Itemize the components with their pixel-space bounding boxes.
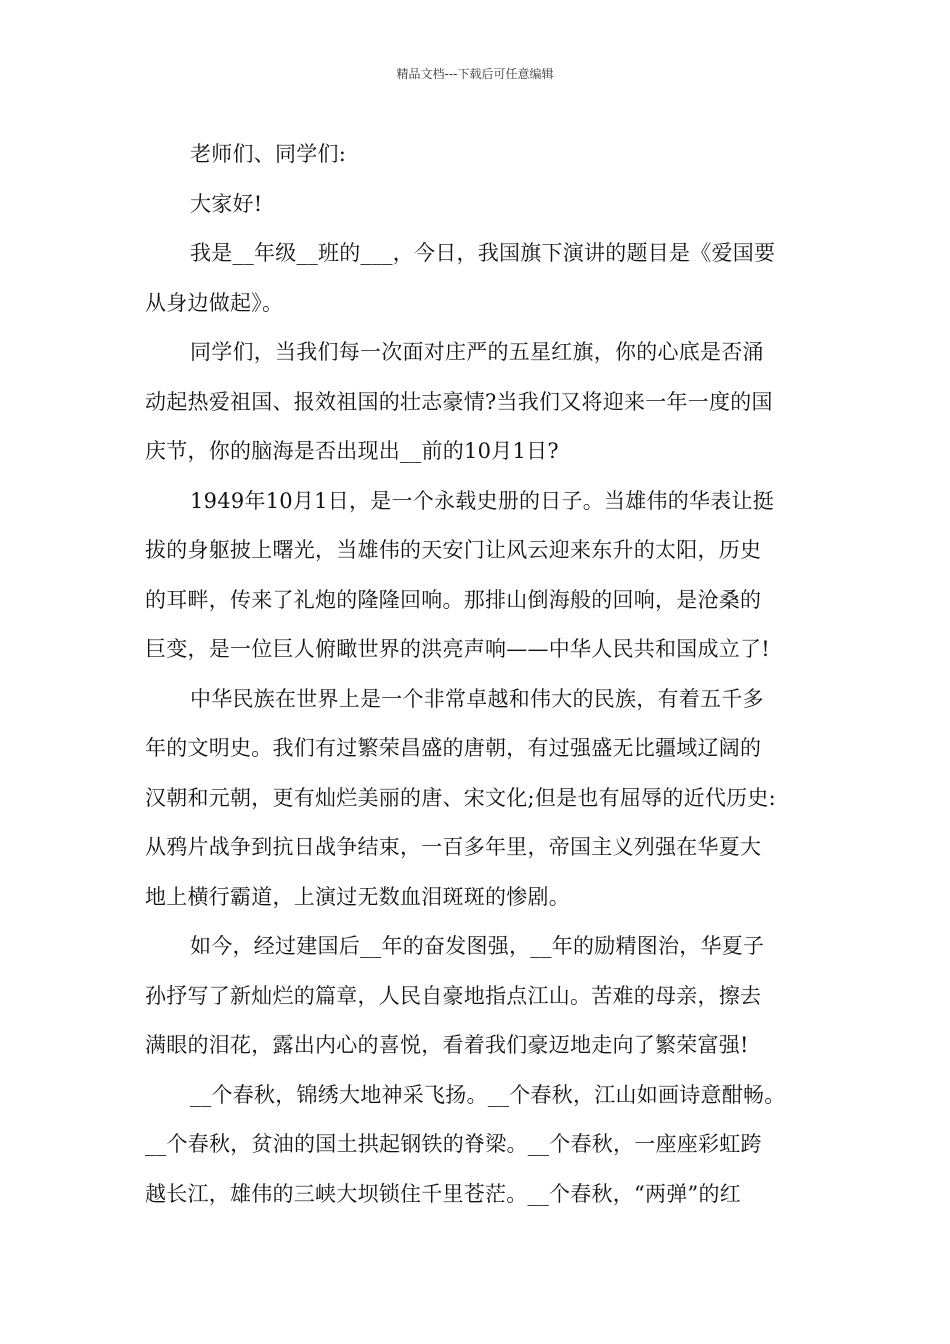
text-line: 孙抒写了新灿烂的篇章，人民自豪地指点江山。苦难的母亲，擦去 <box>145 983 762 1008</box>
text-line: __个春秋，贫油的国土拱起钢铁的脊梁。__个春秋，一座座彩虹跨 <box>145 1132 762 1156</box>
text-line: 1949年10月1日，是一个永载史册的日子。当雄伟的华表让挺 <box>190 488 775 513</box>
text-line: 年的文明史。我们有过繁荣昌盛的唐朝，有过强盛无比疆域辽阔的 <box>145 736 762 760</box>
text-line: 同学们，当我们每一次面对庄严的五星红旗，你的心底是否涌 <box>190 340 764 364</box>
text-line: 老师们、同学们: <box>190 142 347 166</box>
text-line: 汉朝和元朝，更有灿烂美丽的唐、宋文化;但是也有屈辱的近代历史: <box>145 785 776 810</box>
text-line: __个春秋，锦绣大地神采飞扬。__个春秋，江山如画诗意酣畅。 <box>190 1082 786 1107</box>
text-line: 如今，经过建国后__年的奋发图强，__年的励精图治，华夏子 <box>190 934 765 958</box>
page-header: 精品文档---下载后可任意编辑 <box>396 67 554 81</box>
text-line: 庆节，你的脑海是否出现出__前的10月1日? <box>145 439 559 463</box>
text-line: 我是__年级__班的___，今日，我国旗下演讲的题目是《爱国要 <box>190 241 776 265</box>
text-line: 巨变，是一位巨人俯瞰世界的洪亮声响——中华人民共和国成立了! <box>145 637 770 661</box>
text-line: 从身边做起》。 <box>145 290 284 315</box>
text-line: 满眼的泪花，露出内心的喜悦，看着我们豪迈地走向了繁荣富强! <box>145 1033 749 1057</box>
text-line: 拔的身躯披上曙光，当雄伟的天安门让风云迎来东升的太阳，历史 <box>145 538 762 562</box>
speech-body <box>145 130 810 1219</box>
text-line: 从鸦片战争到抗日战争结束，一百多年里，帝国主义列强在华夏大 <box>145 835 762 859</box>
text-line: 大家好! <box>190 191 263 216</box>
text-line: 动起热爱祖国、报效祖国的壮志豪情?当我们又将迎来一年一度的国 <box>145 389 773 414</box>
text-line: 地上横行霸道，上演过无数血泪斑斑的惨剧。 <box>145 884 570 909</box>
text-line: 的耳畔，传来了礼炮的隆隆回响。那排山倒海般的回响，是沧桑的 <box>145 587 762 612</box>
text-line: 中华民族在世界上是一个非常卓越和伟大的民族，有着五千多 <box>190 686 764 711</box>
text-line: 越长江，雄伟的三峡大坝锁住千里苍茫。__个春秋，“两弹”的红 <box>145 1181 741 1206</box>
